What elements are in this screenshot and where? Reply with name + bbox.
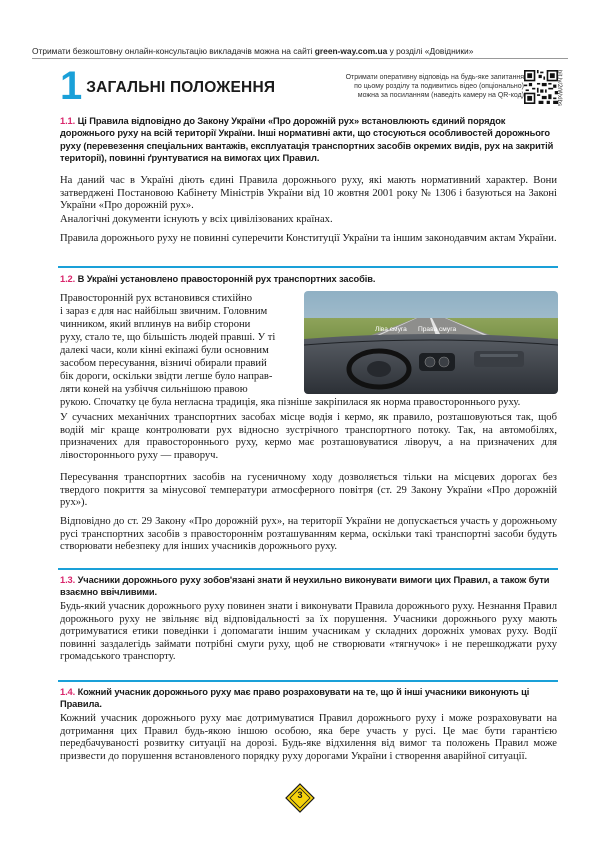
paragraph-line: Правосторонній рух встановився стихійно — [60, 293, 253, 304]
banner-site-link[interactable]: green-way.com.ua — [314, 46, 388, 56]
qr-note-line: по цьому розділу та подивитись відео (опціонально) — [354, 83, 524, 90]
banner-suffix: у розділі «Довідники» — [387, 46, 474, 56]
section-heading — [60, 273, 557, 285]
road-illustration — [304, 291, 558, 394]
section-divider — [58, 568, 558, 570]
section-number: 1.3. — [60, 575, 76, 585]
right-lane-label: Права смуга — [418, 326, 457, 333]
paragraph: У сучасних механічних транспортних засобах місце водія і кермо, як правило, розташовуються так, щоб водій міг краще контролювати рух відносно зустрічного транспортного потоку. Так, на автомобілях, призначених для правостороннього руху, кермо має розташовуватися ліворуч, а на призначених для лівостороннього руху — праворуч. — [60, 412, 557, 461]
banner-prefix: Отримати безкоштовну онлайн-консультацію викладачів можна на сайті — [32, 46, 315, 56]
top-banner — [32, 46, 568, 56]
paragraph-line: далекі часи, коли кінні екіпажі були основним — [60, 345, 269, 356]
paragraph-line: чинником, який вплинув на вибір сторони — [60, 319, 251, 330]
paragraph: Кожний учасник дорожнього руху має дотримуватися Правил дорожнього руху і може розраховувати на дотримання цих Правил будь-якою іншою особою, яка бере участь у русі. Це має бути гарантією передбачуваності розвитку ситуації на дорозі. Будь-яке відхилення від вимог та положень Правил може призвести до порушення встановленого порядку руху дорогами України і створення аварійної ситуації. — [60, 713, 557, 762]
section-heading-text: Ці Правила відповідно до Закону України «Про дорожній рух» встановлюють єдиний порядок дорожнього руху на всій території України. Інші нормативні акти, що стосуються особливостей дорожнього руху (перевезення спеціальних вантажів, експлуатація транспортних засобів окремих видів, рух на закритій території), повинні ґрунтуватися на вимогах цих Правил. — [60, 116, 554, 163]
paragraph-line: засобом пересування, візничі обирали правий — [60, 358, 267, 369]
chapter-number: 1 — [60, 64, 83, 108]
section-heading-text: В Україні установлено правосторонній рух транспортних засобів. — [77, 274, 376, 284]
paragraph-line: ляти коней на узбіччя сильнішою правою — [60, 384, 248, 395]
chapter-title: ЗАГАЛЬНІ ПОЛОЖЕННЯ — [86, 79, 276, 96]
paragraph-line: бік дороги, оскільки звідти легше було направ- — [60, 371, 273, 382]
section-heading — [60, 115, 557, 164]
qr-link[interactable] — [553, 70, 563, 115]
section-number: 1.4. — [60, 687, 76, 697]
banner-divider — [32, 58, 568, 59]
qr-link-text: bit.ly/2rWxIbs — [556, 70, 562, 107]
section-heading-text: Кожний учасник дорожнього руху має право розраховувати на те, що й інші учасники виконують ці Правила. — [60, 687, 530, 710]
paragraph: На даний час в Україні діють єдині Правила дорожнього руху, які мають нормативний характер. Вони затверджені Постановою Кабінету Міністрів України від 10 жовтня 2001 року № 1306 і базуються на Законі України «Про дорожній рух». — [60, 175, 557, 211]
qr-note — [324, 73, 524, 100]
paragraph-line: рукою. Спочатку це була негласна традиція, яка пізніше закріпилася як норма правостороннього руху. — [60, 397, 521, 408]
section-number: 1.1. — [60, 116, 76, 126]
paragraph-line: і зараз є для нас найбільш звичним. Головним — [60, 306, 268, 317]
section-number: 1.2. — [60, 274, 76, 284]
paragraph: Відповідно до ст. 29 Закону «Про дорожній рух», на території України не допускається участь у дорожньому русі транспортних засобів з правостороннім розташуванням керма, оскільки такі транспортні засоби будуть створювати небезпеку для інших учасників дорожнього руху. — [60, 516, 557, 552]
section-heading-text: Учасники дорожнього руху зобов'язані знати й неухильно виконувати вимоги цих Правил, а також бути взаємно ввічливими. — [60, 575, 550, 598]
paragraph: Будь-який учасник дорожнього руху повинен знати і виконувати Правила дорожнього руху. Незнання Правил дорожнього руху не звільняє від відповідальності за їх порушення. Учасники дорожнього руху мають дотримуватися етики поведінки і допомагати іншим учасникам у складних дорожніх умовах руху. Водії повинні заздалегідь займати потрібні смуги руху, щоб не створювати «тягнучок» і не перешкоджати руху громадського транспорту. — [60, 601, 557, 662]
section-divider — [58, 680, 558, 682]
qr-note-line: Отримати оперативну відповідь на будь-яке запитання — [345, 74, 524, 81]
section-heading — [60, 686, 557, 711]
paragraph: Правила дорожнього руху не повинні суперечити Конституції України та іншим законодавчим актам України. — [60, 233, 557, 244]
qr-note-line: можна за посиланням (наведіть камеру на QR-код) — [357, 92, 524, 99]
paragraph: Пересування транспортних засобів на гусеничному ходу дозволяється тільки на місцевих дорогах без твердого покриття за мінусової температури атмосферного повітря (ст. 29 Закону України «Про дорожній рух»). — [60, 472, 557, 508]
chapter-header — [60, 64, 276, 108]
paragraph-line: руху, стало те, що більшість людей правші. У ті — [60, 332, 276, 343]
paragraph: Аналогічні документи існують у всіх цивілізованих країнах. — [60, 214, 333, 225]
section-divider — [58, 266, 558, 268]
page-number: 3 — [297, 790, 303, 800]
left-lane-label: Ліва смуга — [375, 326, 407, 333]
section-heading — [60, 574, 557, 599]
